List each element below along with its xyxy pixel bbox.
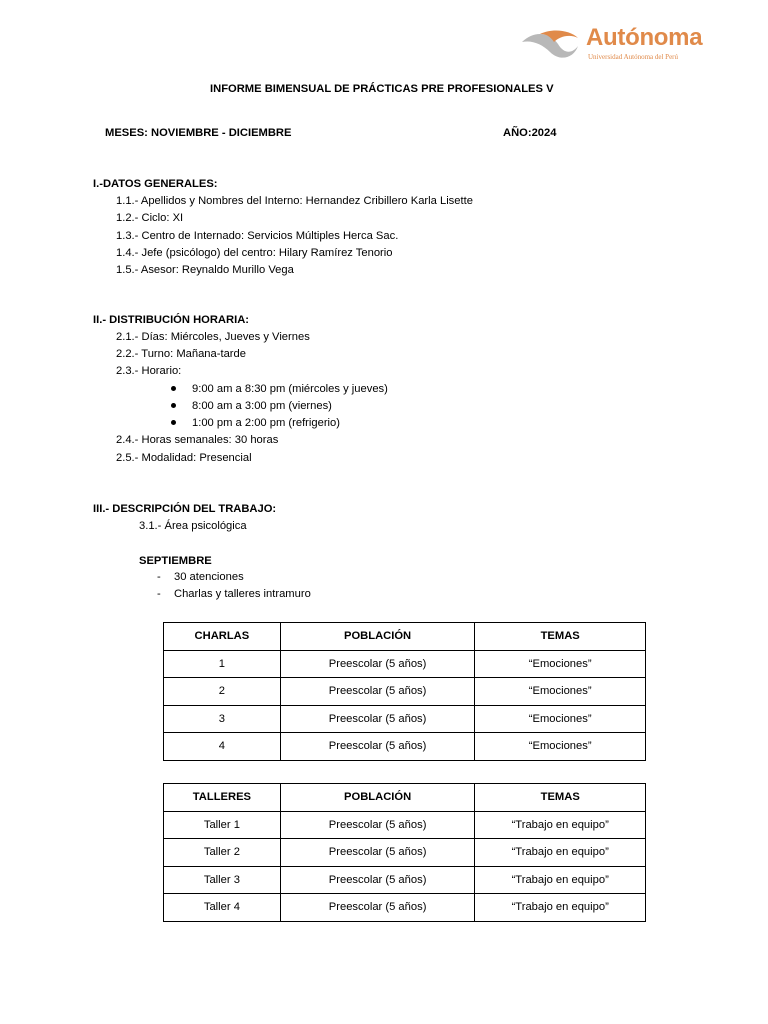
talleres-table xyxy=(163,783,646,922)
charlas-table xyxy=(163,622,646,761)
schedule-days: 2.1.- Días: Miércoles, Jueves y Viernes xyxy=(116,331,310,343)
table-cell: Preescolar (5 años) xyxy=(280,733,475,761)
table-cell: 4 xyxy=(164,733,281,761)
dash-bullet: - xyxy=(157,571,161,583)
table-header-cell: CHARLAS xyxy=(164,623,281,651)
table-cell: “Emociones” xyxy=(475,650,646,678)
table-cell: Taller 4 xyxy=(164,894,281,922)
modality: 2.5.- Modalidad: Presencial xyxy=(116,452,252,464)
table-cell: “Emociones” xyxy=(475,678,646,706)
table-cell: “Emociones” xyxy=(475,705,646,733)
table-cell: Preescolar (5 años) xyxy=(280,705,475,733)
section1-item: 1.2.- Ciclo: XI xyxy=(116,212,184,224)
dash-bullet: - xyxy=(157,588,161,600)
bullet-dot-icon xyxy=(171,386,176,391)
document-title: INFORME BIMENSUAL DE PRÁCTICAS PRE PROFESIONALES V xyxy=(210,83,554,95)
table-header-cell: TEMAS xyxy=(475,623,646,651)
table-row xyxy=(164,678,646,706)
table-cell: Preescolar (5 años) xyxy=(280,866,475,894)
year-label: AÑO:2024 xyxy=(503,127,557,139)
university-logo xyxy=(520,24,720,64)
table-cell: “Trabajo en equipo” xyxy=(475,839,646,867)
table-header-cell: TEMAS xyxy=(475,784,646,812)
section2-heading: II.- DISTRIBUCIÓN HORARIA: xyxy=(93,314,249,326)
section1-item: 1.4.- Jefe (psicólogo) del centro: Hilary Ramírez Tenorio xyxy=(116,247,393,259)
table-row xyxy=(164,811,646,839)
psych-area: 3.1.- Área psicológica xyxy=(139,520,247,532)
table-cell: 3 xyxy=(164,705,281,733)
section1-item: 1.3.- Centro de Internado: Servicios Múltiples Herca Sac. xyxy=(116,230,399,242)
schedule-bullet: 1:00 pm a 2:00 pm (refrigerio) xyxy=(171,417,340,429)
logo-subtitle: Universidad Autónoma del Perú xyxy=(588,53,679,61)
table-cell: Taller 2 xyxy=(164,839,281,867)
table-row xyxy=(164,839,646,867)
table-cell: “Trabajo en equipo” xyxy=(475,811,646,839)
table-row xyxy=(164,650,646,678)
dash-item: Charlas y talleres intramuro xyxy=(174,588,311,600)
section1-heading: I.-DATOS GENERALES: xyxy=(93,178,218,190)
logo-swoosh-icon xyxy=(520,28,580,62)
table-cell: Preescolar (5 años) xyxy=(280,678,475,706)
weekly-hours: 2.4.- Horas semanales: 30 horas xyxy=(116,434,279,446)
table-header-row xyxy=(164,784,646,812)
table-row xyxy=(164,866,646,894)
bullet-dot-icon xyxy=(171,420,176,425)
schedule-bullet: 8:00 am a 3:00 pm (viernes) xyxy=(171,400,332,412)
table-row xyxy=(164,705,646,733)
table-cell: “Emociones” xyxy=(475,733,646,761)
months-label: MESES: NOVIEMBRE - DICIEMBRE xyxy=(105,127,292,139)
table-row xyxy=(164,733,646,761)
table-cell: Taller 1 xyxy=(164,811,281,839)
table-cell: 2 xyxy=(164,678,281,706)
table-cell: “Trabajo en equipo” xyxy=(475,894,646,922)
table-row xyxy=(164,894,646,922)
table-header-cell: POBLACIÓN xyxy=(280,784,475,812)
dash-item: 30 atenciones xyxy=(174,571,244,583)
schedule-shift: 2.2.- Turno: Mañana-tarde xyxy=(116,348,246,360)
bullet-dot-icon xyxy=(171,403,176,408)
section1-item: 1.1.- Apellidos y Nombres del Interno: Hernandez Cribillero Karla Lisette xyxy=(116,195,473,207)
schedule-hours-label: 2.3.- Horario: xyxy=(116,365,182,377)
table-header-row xyxy=(164,623,646,651)
table-cell: “Trabajo en equipo” xyxy=(475,866,646,894)
section1-item: 1.5.- Asesor: Reynaldo Murillo Vega xyxy=(116,264,294,276)
table-header-cell: POBLACIÓN xyxy=(280,623,475,651)
table-header-cell: TALLERES xyxy=(164,784,281,812)
table-cell: 1 xyxy=(164,650,281,678)
logo-brand-text: Autónoma xyxy=(586,24,703,51)
section3-heading: III.- DESCRIPCIÓN DEL TRABAJO: xyxy=(93,503,277,515)
schedule-bullet: 9:00 am a 8:30 pm (miércoles y jueves) xyxy=(171,383,388,395)
table-cell: Preescolar (5 años) xyxy=(280,811,475,839)
table-cell: Preescolar (5 años) xyxy=(280,894,475,922)
table-cell: Preescolar (5 años) xyxy=(280,650,475,678)
month-heading: SEPTIEMBRE xyxy=(139,555,212,567)
table-cell: Taller 3 xyxy=(164,866,281,894)
table-cell: Preescolar (5 años) xyxy=(280,839,475,867)
